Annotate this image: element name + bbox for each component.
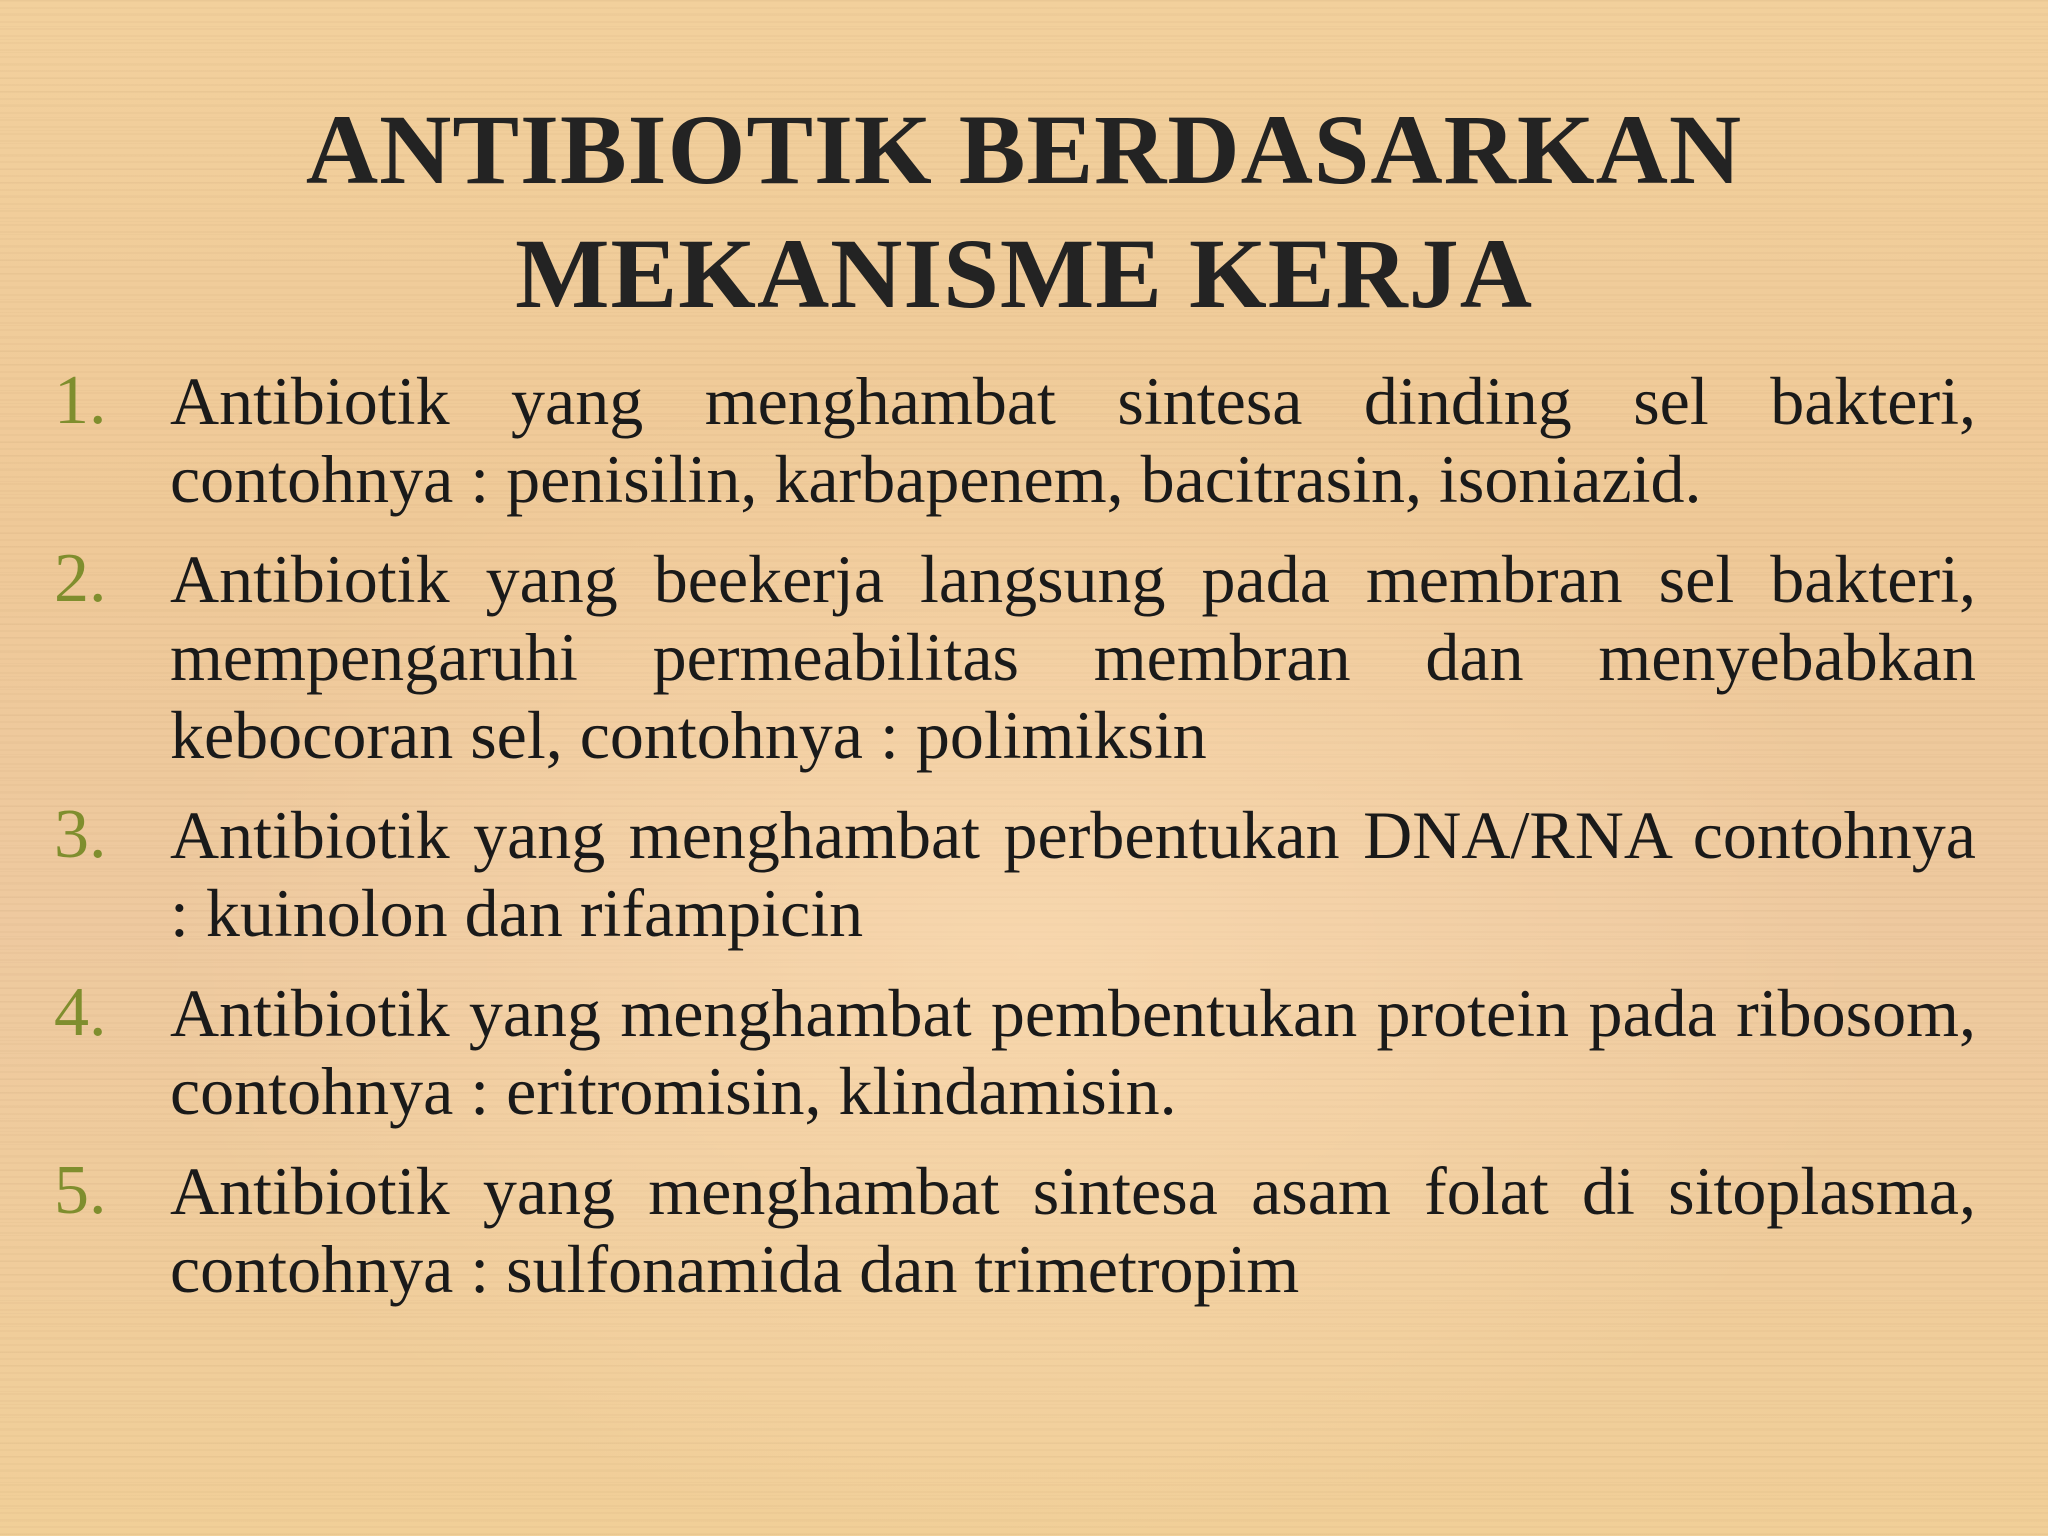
slide-title-line-2: MEKANISME KERJA — [515, 218, 1533, 329]
list-item — [0, 362, 2048, 518]
list-item-number: 2. — [54, 540, 107, 617]
slide-title-line-1: ANTIBIOTIK BERDASARKAN — [305, 94, 1743, 205]
list-item — [0, 1152, 2048, 1308]
list-item-text: Antibiotik yang menghambat sintesa asam folat di sitoplasma, contohnya : sulfonamida dan trimetropim — [170, 1153, 1976, 1307]
list-item-number: 4. — [54, 974, 107, 1051]
list-item-text: Antibiotik yang menghambat sintesa dinding sel bakteri, contohnya : penisilin, karbapenem, bacitrasin, isoniazid. — [170, 363, 1976, 517]
slide-title — [0, 88, 2048, 336]
mechanism-list — [0, 362, 2048, 1330]
list-item — [0, 540, 2048, 774]
list-item-text: Antibiotik yang menghambat perbentukan DNA/RNA contohnya : kuinolon dan rifampicin — [170, 797, 1976, 951]
list-item — [0, 974, 2048, 1130]
list-item-number: 1. — [54, 362, 107, 439]
list-item-text: Antibiotik yang beekerja langsung pada membran sel bakteri, mempengaruhi permeabilitas membran dan menyebabkan kebocoran sel, contohnya : polimiksin — [170, 541, 1976, 773]
list-item-number: 5. — [54, 1152, 107, 1229]
list-item-text: Antibiotik yang menghambat pembentukan protein pada ribosom, contohnya : eritromisin, klindamisin. — [170, 975, 1976, 1129]
list-item-number: 3. — [54, 796, 107, 873]
list-item — [0, 796, 2048, 952]
